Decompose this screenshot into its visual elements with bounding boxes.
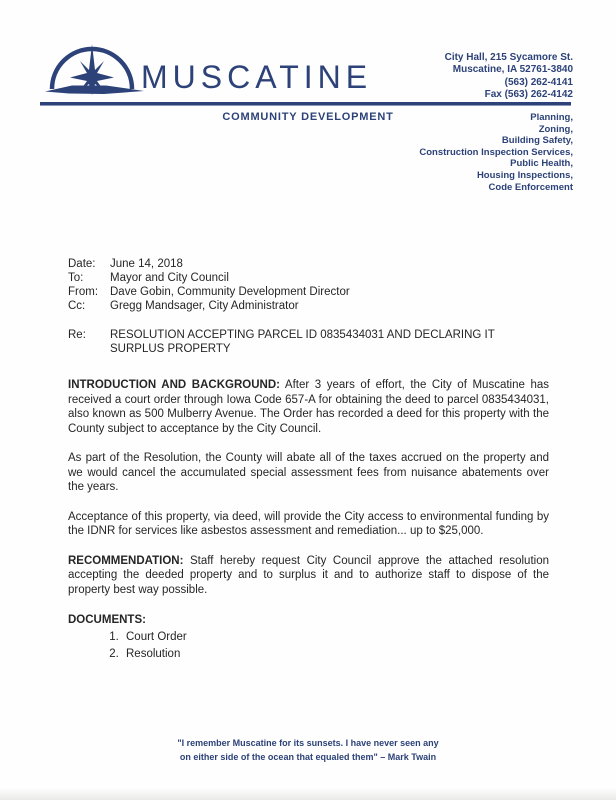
service-item: Public Health, [510, 158, 573, 170]
to-label: To: [68, 272, 84, 284]
quote-line-2: on either side of the ocean that equaled them" – Mark Twain [179, 752, 437, 762]
service-item: Code Enforcement [488, 181, 573, 193]
service-item: Construction Inspection Services, [419, 146, 573, 158]
acceptance-paragraph: Acceptance of this property, via deed, will provide the City access to environmental funding by the IDNR for services like asbestos assessment and remediation... up to $25,000. [68, 510, 549, 537]
documents-heading: DOCUMENTS: [68, 614, 146, 626]
service-item: Planning, [530, 112, 573, 123]
department-title: COMMUNITY DEVELOPMENT [222, 111, 394, 123]
service-item: Housing Inspections, [476, 169, 573, 181]
memo-content [68, 257, 549, 662]
document-item: 1. Court Order [122, 629, 549, 646]
service-item: Building Safety, [501, 135, 573, 147]
resolution-paragraph: As part of the Resolution, the County will abate all of the taxes accrued on the property and we would cancel the accumulated special assessment fees from nuisance abatements over the years. [68, 452, 549, 493]
service-item: Zoning, [538, 123, 573, 135]
city-wordmark: MUSCATINE [141, 59, 373, 95]
address-line: Muscatine, IA 52761-3840 [452, 64, 573, 76]
header-divider [40, 102, 571, 106]
recommendation-paragraph [68, 554, 549, 598]
address-block [445, 52, 573, 102]
date-value: June 14, 2018 [110, 258, 183, 270]
re-label: Re: [68, 329, 86, 341]
memo-re-line [68, 328, 549, 356]
document-item: 2. Resolution [122, 646, 549, 663]
cc-label: Cc: [68, 300, 86, 312]
quote-line-1: "I remember Muscatine for its sunsets. I have never seen any [177, 738, 439, 748]
intro-paragraph [68, 378, 549, 436]
address-phone: (563) 262-4141 [504, 76, 573, 88]
re-value: RESOLUTION ACCEPTING PARCEL ID 0835434031 AND DECLARING IT SURPLUS PROPERTY [110, 329, 495, 355]
muscatine-sunburst-logo-icon [44, 42, 146, 100]
from-label: From: [68, 286, 99, 298]
to-value: Mayor and City Council [110, 272, 229, 284]
address-fax: Fax (563) 262-4142 [484, 89, 573, 101]
footer-quote [0, 736, 616, 764]
intro-text: After 3 years of effort, the City of Muscatine has received a court order through Iowa Code 657-A for obtaining the deed to parcel 0835434031, also known as 500 Mulberry Avenue. The Order has recorded a deed for this property with the County subject to acceptance by the City Council. [68, 379, 549, 435]
recommendation-text: Staff hereby request City Council approve the attached resolution accepting the deeded property and to surplus it and to authorize staff to dispose of the property best way possible. [68, 554, 549, 596]
documents-list [68, 629, 549, 662]
recommendation-heading: RECOMMENDATION: [68, 554, 184, 567]
from-value: Dave Gobin, Community Development Director [110, 286, 350, 298]
cc-value: Gregg Mandsager, City Administrator [110, 300, 299, 312]
date-label: Date: [68, 258, 96, 270]
address-line: City Hall, 215 Sycamore St. [444, 52, 573, 63]
memo-fields [68, 257, 549, 313]
services-list [419, 112, 573, 193]
intro-heading: INTRODUCTION AND BACKGROUND: [68, 379, 280, 391]
scan-edge-artifact [0, 788, 616, 800]
